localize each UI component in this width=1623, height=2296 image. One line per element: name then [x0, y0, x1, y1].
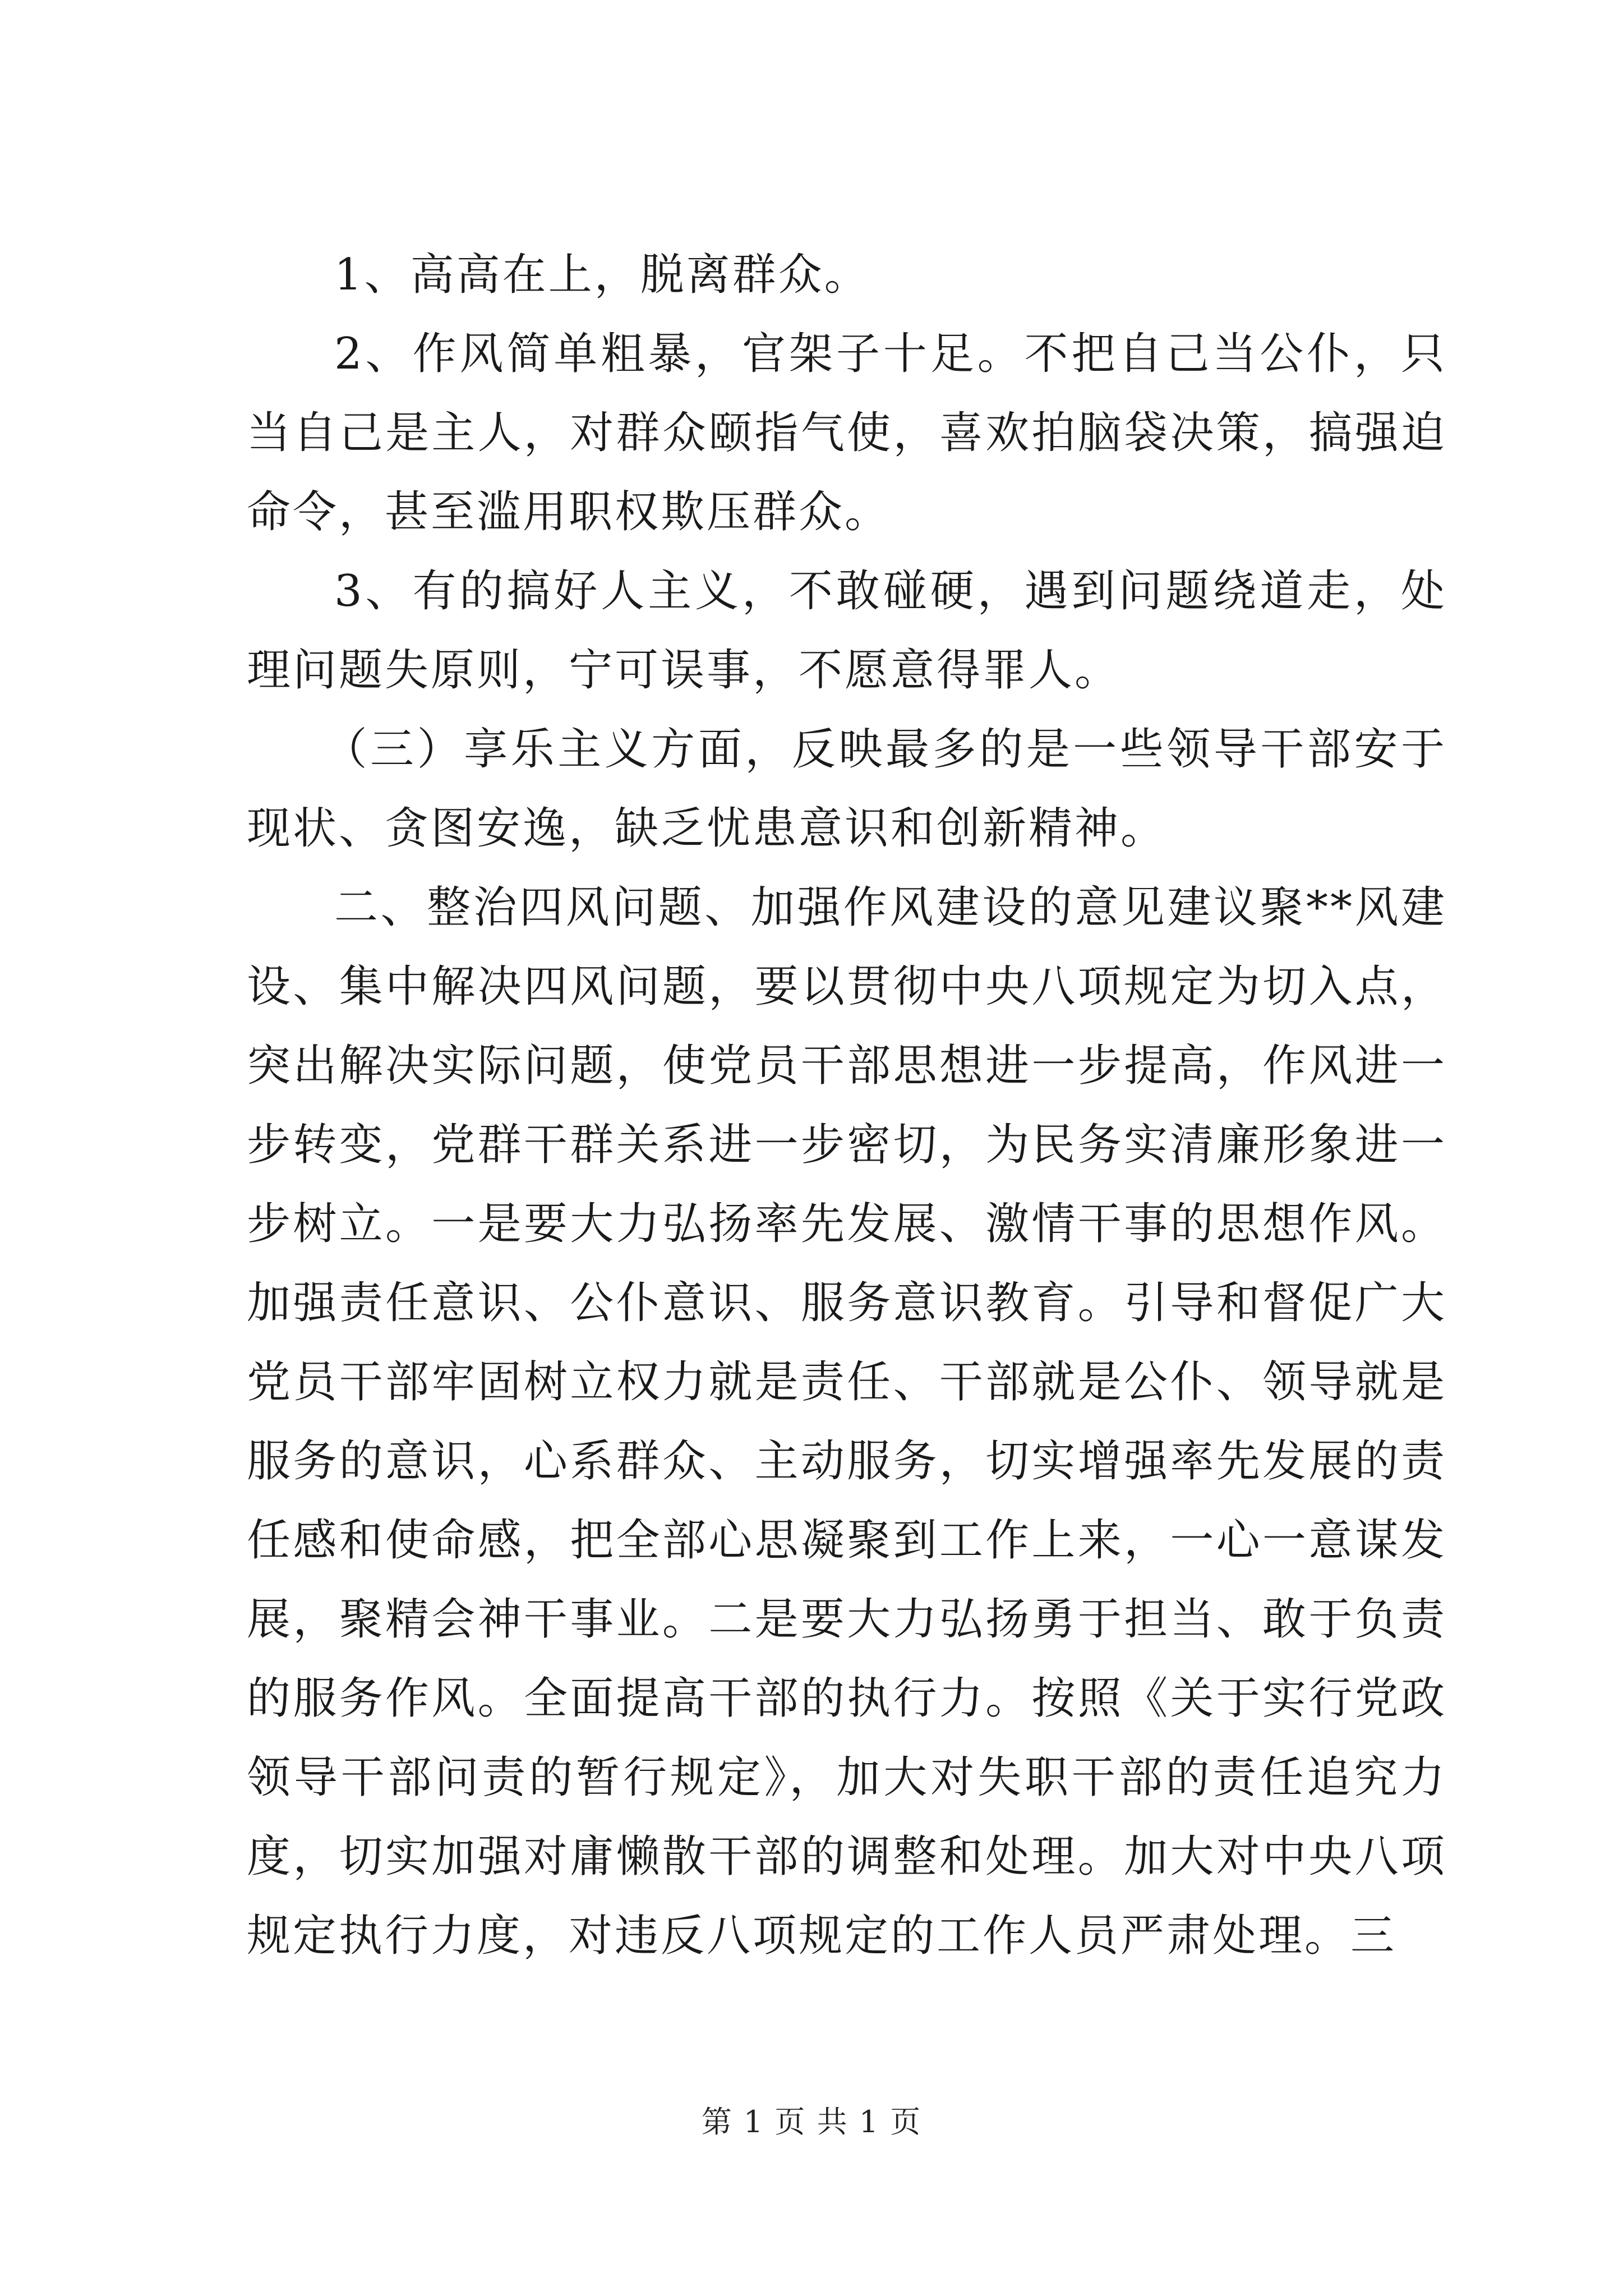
paragraph-item-2: 2、作风简单粗暴，官架子十足。不把自己当公仆，只当自己是主人，对群众颐指气使，喜欢拍脑袋决策，搞强迫命令，甚至滥用职权欺压群众。 [247, 329, 1447, 537]
paragraph-section-2: 二、整治四风问题、加强作风建设的意见建议聚**风建设、集中解决四风问题，要以贯彻中央八项规定为切入点，突出解决实际问题，使党员干部思想进一步提高，作风进一步转变，党群干群关系进一步密切，为民务实清廉形象进一步树立。一是要大力弘扬率先发展、激情干事的思想作风。加强责任意识、公仆意识、服务意识教育。引导和督促广大党员干部牢固树立权力就是责任、干部就是公仆、领导就是服务的意识，心系群众、主动服务，切实增强率先发展的责任感和使命感，把全部心思凝聚到工作上来，一心一意谋发展，聚精会神干事业。二是要大力弘扬勇于担当、敢于负责的服务作风。全面提高干部的执行力。按照《关于实行党政领导干部问责的暂行规定》，加大对失职干部的责任追究力度，切实加强对庸懒散干部的调整和处理。加大对中央八项规定执行力度，对违反八项规定的工作人员严肃处理。三 [247, 882, 1447, 1961]
paragraph-section-3: （三）享乐主义方面，反映最多的是一些领导干部安于现状、贪图安逸，缺乏忧患意识和创新精神。 [247, 724, 1447, 854]
page-number-footer: 第 1 页 共 1 页 [701, 2104, 922, 2139]
paragraph-item-1: 1、高高在上，脱离群众。 [334, 250, 870, 300]
paragraph-item-3: 3、有的搞好人主义，不敢碰硬，遇到问题绕道走，处理问题失原则，宁可误事，不愿意得罪人。 [247, 566, 1447, 696]
document-body [247, 236, 1447, 1976]
